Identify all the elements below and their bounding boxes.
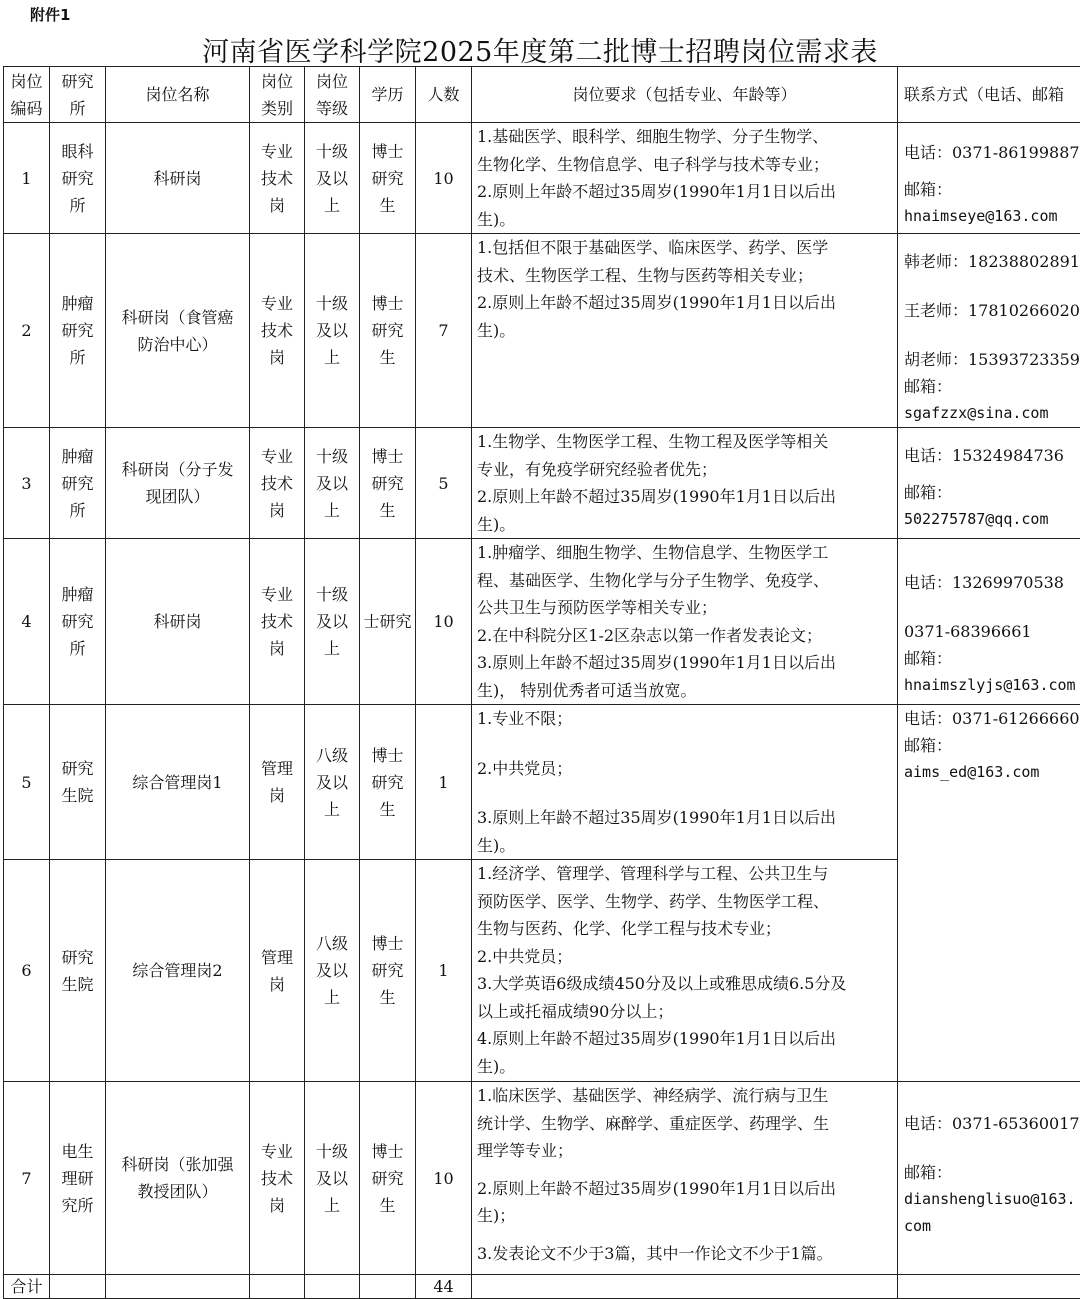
row-contact: 韩老师：18238802891 王老师：17810266020 胡老师：15393723359 邮箱： sgafzzx@sina.com (898, 234, 1080, 428)
row-code: 6 (4, 860, 50, 1082)
header-position: 岗位名称 (106, 67, 250, 123)
row-institute: 眼科 研究 所 (50, 123, 106, 234)
row-level: 八级 及以 上 (305, 705, 360, 860)
row-institute: 电生 理研 究所 (50, 1082, 106, 1275)
header-degree: 学历 (360, 67, 416, 123)
row-code: 4 (4, 539, 50, 705)
attachment-label: 附件1 (30, 4, 70, 25)
row-requirements: 1.基础医学、眼科学、细胞生物学、分子生物学、 生物化学、生物信息学、电子科学与技术等专业； 2.原则上年龄不超过35周岁(1990年1月1日以后出 生)。 (472, 123, 898, 234)
table-row (4, 428, 1080, 539)
row-degree: 博士 研究 生 (360, 705, 416, 860)
header-code: 岗位 编码 (4, 67, 50, 123)
row-type: 专业 技术 岗 (250, 539, 305, 705)
row-degree: 士研究 (360, 539, 416, 705)
row-type: 专业 技术 岗 (250, 123, 305, 234)
row-position: 科研岗（张加强 教授团队） (106, 1082, 250, 1275)
table-row (4, 705, 1080, 860)
row-count: 10 (416, 123, 472, 234)
row-degree: 博士 研究 生 (360, 860, 416, 1082)
row-code: 1 (4, 123, 50, 234)
row-type: 管理 岗 (250, 705, 305, 860)
row-level: 十级 及以 上 (305, 539, 360, 705)
row-code: 7 (4, 1082, 50, 1275)
row-count: 10 (416, 539, 472, 705)
table-row (4, 234, 1080, 428)
header-type: 岗位 类别 (250, 67, 305, 123)
row-level: 十级 及以 上 (305, 123, 360, 234)
empty-cell (360, 1275, 416, 1299)
row-contact: 电话：0371-61266660 邮箱： aims_ed@163.com (898, 705, 1080, 1082)
row-position: 科研岗（分子发 现团队） (106, 428, 250, 539)
total-row (4, 1275, 1080, 1299)
row-requirements: 1.经济学、管理学、管理科学与工程、公共卫生与 预防医学、医学、生物学、药学、生物医学工程、 生物与医药、化学、化学工程与技术专业； 2.中共党员； 3.大学英语6级成绩450分及以上或雅思成绩6.5分及 以上或托福成绩90分以上； 4.原则上年龄不超过35周岁(1990年1月1日以后出 生)。 (472, 860, 898, 1082)
header-level: 岗位 等级 (305, 67, 360, 123)
row-institute: 研究 生院 (50, 705, 106, 860)
row-institute: 研究 生院 (50, 860, 106, 1082)
table-row (4, 123, 1080, 234)
empty-cell (898, 1275, 1080, 1299)
table-row (4, 1082, 1080, 1275)
row-type: 专业 技术 岗 (250, 428, 305, 539)
row-position: 综合管理岗1 (106, 705, 250, 860)
header-row (4, 67, 1080, 123)
row-position: 科研岗 (106, 539, 250, 705)
header-contact: 联系方式（电话、邮箱 (898, 67, 1080, 123)
row-code: 3 (4, 428, 50, 539)
row-position: 综合管理岗2 (106, 860, 250, 1082)
row-type: 专业 技术 岗 (250, 1082, 305, 1275)
row-level: 十级 及以 上 (305, 428, 360, 539)
row-position: 科研岗 (106, 123, 250, 234)
row-count: 10 (416, 1082, 472, 1275)
row-degree: 博士 研究 生 (360, 1082, 416, 1275)
header-institute: 研究 所 (50, 67, 106, 123)
row-degree: 博士 研究 生 (360, 428, 416, 539)
total-count: 44 (416, 1275, 472, 1299)
row-type: 专业 技术 岗 (250, 234, 305, 428)
empty-cell (305, 1275, 360, 1299)
row-contact: 电话：0371-65360017 邮箱： dianshenglisuo@163. com (898, 1082, 1080, 1275)
row-requirements: 1.生物学、生物医学工程、生物工程及医学等相关 专业，有免疫学研究经验者优先； 2.原则上年龄不超过35周岁(1990年1月1日以后出 生)。 (472, 428, 898, 539)
empty-cell (106, 1275, 250, 1299)
header-requirements: 岗位要求（包括专业、年龄等） (472, 67, 898, 123)
row-requirements: 1.肿瘤学、细胞生物学、生物信息学、生物医学工 程、基础医学、生物化学与分子生物学、免疫学、 公共卫生与预防医学等相关专业； 2.在中科院分区1-2区杂志以第一作者发表论文； 3.原则上年龄不超过35周岁(1990年1月1日以后出 生)， 特别优秀者可适当放宽。 (472, 539, 898, 705)
row-level: 十级 及以 上 (305, 234, 360, 428)
row-requirements: 1.专业不限； 2.中共党员； 3.原则上年龄不超过35周岁(1990年1月1日以后出 生)。 (472, 705, 898, 860)
row-count: 1 (416, 860, 472, 1082)
row-count: 1 (416, 705, 472, 860)
row-requirements: 1.包括但不限于基础医学、临床医学、药学、医学 技术、生物医学工程、生物与医药等相关专业； 2.原则上年龄不超过35周岁(1990年1月1日以后出 生)。 (472, 234, 898, 428)
row-code: 2 (4, 234, 50, 428)
row-type: 管理 岗 (250, 860, 305, 1082)
total-label: 合计 (4, 1275, 50, 1299)
row-requirements: 1.临床医学、基础医学、神经病学、流行病与卫生 统计学、生物学、麻醉学、重症医学、药理学、生 理学等专业； 2.原则上年龄不超过35周岁(1990年1月1日以后出 生)； 3.发表论文不少于3篇，其中一作论文不少于1篇。 (472, 1082, 898, 1275)
row-contact: 电话：13269970538 0371-68396661 邮箱： hnaimszlyjs@163.com (898, 539, 1080, 705)
empty-cell (250, 1275, 305, 1299)
empty-cell (472, 1275, 898, 1299)
row-institute: 肿瘤 研究 所 (50, 234, 106, 428)
row-degree: 博士 研究 生 (360, 123, 416, 234)
row-contact: 电话：0371-86199887 邮箱： hnaimseye@163.com (898, 123, 1080, 234)
row-contact: 电话：15324984736 邮箱： 502275787@qq.com (898, 428, 1080, 539)
page-title: 河南省医学科学院2025年度第二批博士招聘岗位需求表 (0, 30, 1080, 69)
row-code: 5 (4, 705, 50, 860)
recruitment-table (3, 66, 1080, 1299)
empty-cell (50, 1275, 106, 1299)
row-institute: 肿瘤 研究 所 (50, 539, 106, 705)
header-count: 人数 (416, 67, 472, 123)
row-count: 7 (416, 234, 472, 428)
row-institute: 肿瘤 研究 所 (50, 428, 106, 539)
table-row (4, 539, 1080, 705)
row-count: 5 (416, 428, 472, 539)
row-degree: 博士 研究 生 (360, 234, 416, 428)
row-level: 十级 及以 上 (305, 1082, 360, 1275)
row-level: 八级 及以 上 (305, 860, 360, 1082)
row-position: 科研岗（食管癌 防治中心） (106, 234, 250, 428)
